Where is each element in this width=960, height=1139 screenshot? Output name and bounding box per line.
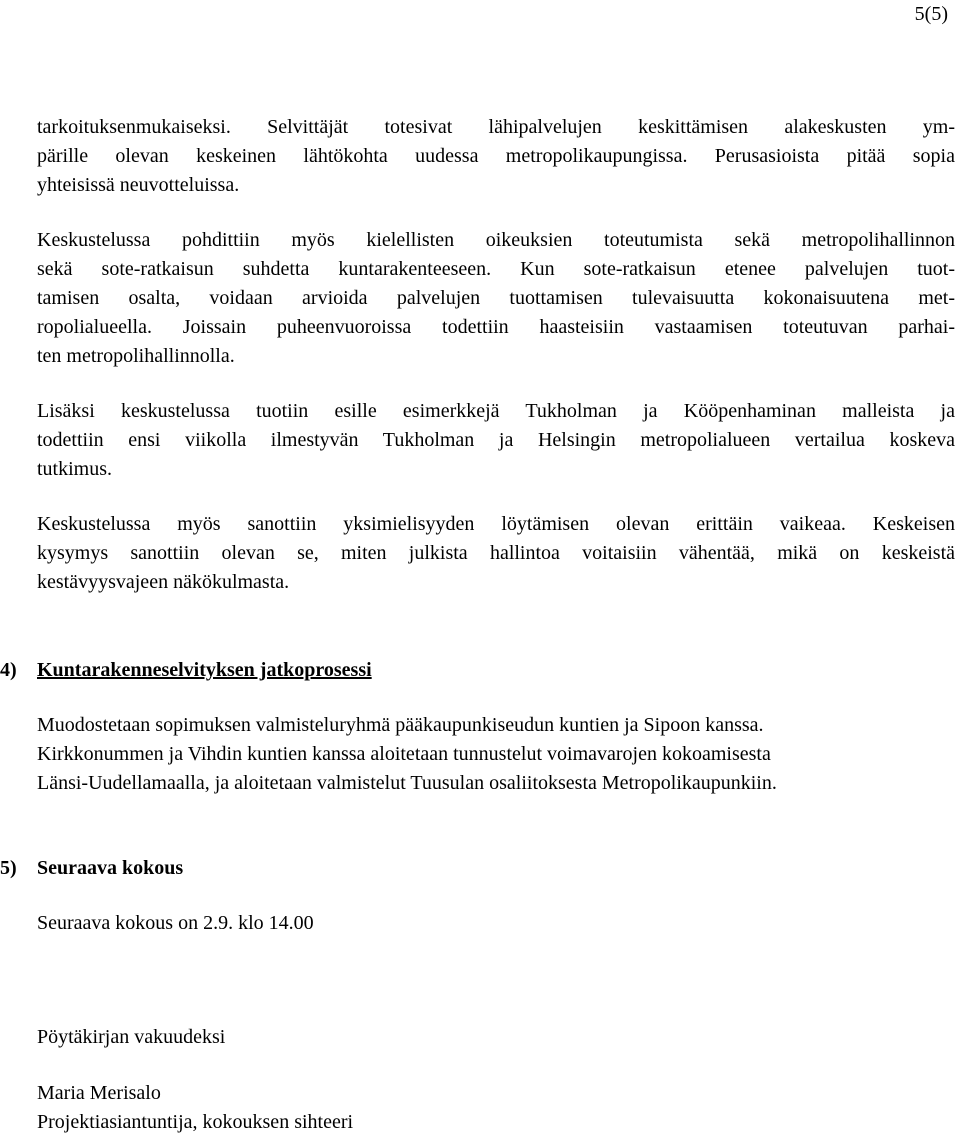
section-5-body (37, 909, 955, 938)
paragraph-2 (37, 226, 955, 371)
paragraph-line: ten metropolihallinnolla. (37, 345, 235, 367)
paragraph-1 (37, 113, 955, 200)
signature-block (37, 1079, 955, 1137)
paragraph-4 (37, 510, 955, 597)
paragraph-line: kysymys sanottiin olevan se, miten julkista hallintoa voitaisiin vähentää, mikä on keskeistä (37, 542, 955, 564)
paragraph-line: ropolialueella. Joissain puheenvuoroissa todettiin haasteisiin vastaamisen toteutuvan parhai- (37, 316, 955, 338)
paragraph-line: tamisen osalta, voidaan arvioida palvelujen tuottamisen tulevaisuutta kokonaisuutena met- (37, 287, 955, 309)
section-number: 4) (0, 659, 17, 681)
paragraph-line: Lisäksi keskustelussa tuotiin esille esimerkkejä Tukholman ja Kööpenhaminan malleista ja (37, 400, 955, 422)
section-title: Kuntarakenneselvityksen jatkoprosessi (37, 659, 372, 681)
paragraph-line: Länsi-Uudellamaalla, ja aloitetaan valmistelut Tuusulan osaliitoksesta Metropolikaupunkiin. (37, 772, 777, 794)
section-5-heading (0, 856, 183, 880)
paragraph-line: Muodostetaan sopimuksen valmisteluryhmä pääkaupunkiseudun kuntien ja Sipoon kanssa. (37, 714, 764, 736)
paragraph-line: tarkoituksenmukaiseksi. Selvittäjät totesivat lähipalvelujen keskittämisen alakeskusten ym- (37, 116, 955, 138)
paragraph-line: kestävyysvajeen näkökulmasta. (37, 571, 290, 593)
paragraph-line: todettiin ensi viikolla ilmestyvän Tukholman ja Helsingin metropolialueen vertailua koskeva (37, 429, 955, 451)
paragraph-line: Keskustelussa myös sanottiin yksimielisyyden löytämisen olevan erittäin vaikeaa. Keskeisen (37, 513, 955, 535)
section-4-body (37, 711, 955, 798)
paragraph-line: Kirkkonummen ja Vihdin kuntien kanssa aloitetaan tunnustelut voimavarojen kokoamisesta (37, 743, 771, 765)
section-title: Seuraava kokous (37, 857, 184, 879)
meeting-info: Seuraava kokous on 2.9. klo 14.00 (37, 912, 314, 934)
paragraph-line: Keskustelussa pohdittiin myös kielellisten oikeuksien toteutumista sekä metropolihallinnon (37, 229, 955, 251)
paragraph-line: yhteisissä neuvotteluissa. (37, 174, 240, 196)
paragraph-line: pärille olevan keskeinen lähtökohta uudessa metropolikaupungissa. Perusasioista pitää sopia (37, 145, 955, 167)
signature-label: Pöytäkirjan vakuudeksi (37, 1026, 226, 1048)
section-number: 5) (0, 857, 17, 879)
paragraph-line: sekä sote-ratkaisun suhdetta kuntarakenteeseen. Kun sote-ratkaisun etenee palvelujen tuot- (37, 258, 955, 280)
signer-role: Projektiasiantuntija, kokouksen sihteeri (37, 1111, 354, 1133)
page-number: 5(5) (914, 3, 948, 25)
section-4-heading (0, 658, 372, 682)
paragraph-line: tutkimus. (37, 458, 113, 480)
paragraph-3 (37, 397, 955, 484)
signer-name: Maria Merisalo (37, 1082, 161, 1104)
